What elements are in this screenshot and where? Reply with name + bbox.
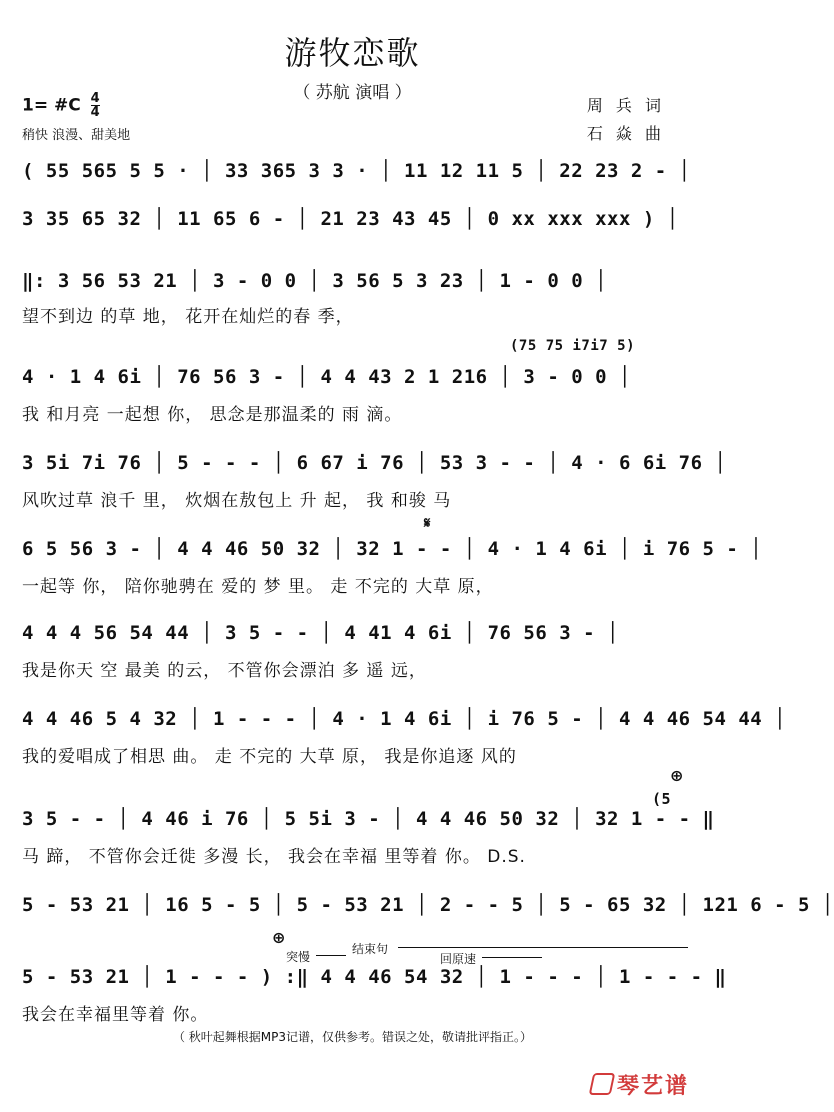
segno-sign-icon: 𝄋 (424, 514, 431, 532)
time-signature (91, 92, 100, 119)
score-row-9: 3 5 - - │ 4 46 i 76 │ 5 5i 3 - │ 4 4 46 50 32 │ 32 1 - - ‖ (22, 808, 715, 830)
score-row-1: ( 55 565 5 5 · │ 33 365 3 3 · │ 11 12 11 5 │ 22 23 2 - │ (22, 160, 691, 182)
composer: 石 焱 曲 (586, 124, 665, 143)
coda-sign-icon-2: ⊕ (272, 928, 286, 947)
tutti-annotation: 突慢 (286, 950, 311, 964)
qinyipu-logo (591, 1069, 689, 1100)
lyric-row-6: 一起等 你， 陪你驰骋在 爱的 梦 里。 走 不完的 大草 原， (22, 577, 494, 597)
lyric-row-9: 马 蹄， 不管你会迁徙 多漫 长， 我会在幸福 里等着 你。 D.S. (22, 847, 526, 867)
score-row-11: 5 - 53 21 │ 1 - - - ) :‖ 4 4 46 54 32 │ 1 - - - │ 1 - - - ‖ (22, 966, 727, 988)
lyric-row-7: 我是你天 空 最美 的云， 不管你会漂泊 多 遥 远， (22, 661, 427, 681)
tempo-line-2 (482, 957, 542, 958)
score-row-3: ‖: 3 56 53 21 │ 3 - 0 0 │ 3 56 5 3 23 │ 1 - 0 0 │ (22, 270, 608, 292)
score-row-8: 4 4 46 5 4 32 │ 1 - - - │ 4 · 1 4 6i │ i 76 5 - │ 4 4 46 54 44 │ (22, 708, 787, 730)
lyric-row-4: 我 和月亮 一起想 你， 思念是那温柔的 雨 滴。 (22, 405, 403, 425)
ending-phrase-annotation: 结束句 (352, 942, 389, 956)
tempo-marking: 稍快 浪漫、甜美地 (22, 128, 131, 143)
meter-bottom: 4 (90, 105, 100, 120)
score-title: 游牧恋歌 (284, 34, 421, 72)
score-row-4: 4 · 1 4 6i │ 76 56 3 - │ 4 4 43 2 1 216 │ 3 - 0 0 │ (22, 366, 631, 388)
footnote: （ 秋叶起舞根据MP3记谱，仅供参考。错误之处，敬请批评指正。） (172, 1030, 533, 1044)
a-tempo-annotation: 回原速 (440, 952, 477, 966)
tempo-line-1 (316, 955, 346, 956)
coda-tag: (5 (652, 790, 672, 808)
score-row-7: 4 4 4 56 54 44 │ 3 5 - - │ 4 41 4 6i │ 76 56 3 - │ (22, 622, 619, 644)
key-label: 1= #C (22, 95, 81, 116)
lyric-row-3: 望不到边 的草 地， 花开在灿烂的春 季， (22, 307, 354, 327)
qinyipu-logo-icon (589, 1073, 616, 1095)
score-row-5: 3 5i 7i 76 │ 5 - - - │ 6 67 i 76 │ 53 3 - - │ 4 · 6 6i 76 │ (22, 452, 727, 474)
logo-text: 琴艺谱 (616, 1074, 689, 1099)
meter-top: 4 (90, 91, 100, 106)
score-row-6: 6 5 56 3 - │ 4 4 46 50 32 │ 32 1 - - │ 4 · 1 4 6i │ i 76 5 - │ (22, 538, 763, 560)
lyric-row-8: 我的爱唱成了相思 曲。 走 不完的 大草 原， 我是你追逐 风的 (22, 747, 517, 767)
lyricist: 周 兵 词 (586, 96, 665, 115)
coda-sign-icon: ⊕ (670, 766, 684, 785)
key-signature (22, 92, 100, 119)
score-row-10: 5 - 53 21 │ 16 5 - 5 │ 5 - 53 21 │ 2 - - 5 │ 5 - 65 32 │ 121 6 - 5 │ (22, 894, 834, 916)
ending-bracket-line (398, 947, 688, 948)
lyric-row-5: 风吹过草 浪千 里， 炊烟在敖包上 升 起， 我 和骏 马 (22, 491, 452, 511)
interlude-annotation: (75 75 i7i7 5) (510, 338, 636, 354)
score-row-2: 3 35 65 32 │ 11 65 6 - │ 21 23 43 45 │ 0 xx xxx xxx ) │ (22, 208, 679, 230)
lyric-row-11: 我会在幸福里等着 你。 (22, 1005, 209, 1025)
credits (587, 92, 665, 148)
singer-credit: （ 苏航 演唱 ） (293, 83, 412, 103)
